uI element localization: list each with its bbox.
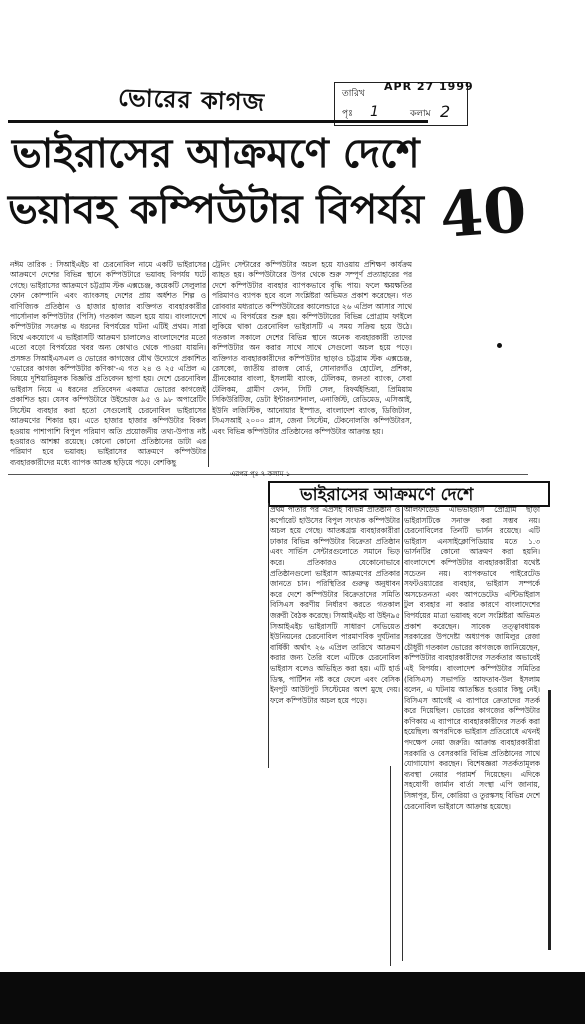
article-column-right: ট্রেনিং সেন্টারের কম্পিউটার অচল হয়ে যাওয়ায় প্রশিক্ষণ কার্যক্রম ব্যাহত হয়। কম্পিউটারের উপর থেকে শুরু সম্পূর্ণ প্রত্যাহারের পর দেশে কম্পিউটার ব্যবহার ব্যাপকভাবে বৃদ্ধি পায়। ফলে ক্ষয়ক্ষতির পরিমাণও ব্যাপক হবে বলে সংশ্লিষ্টরা অভিমত প্রকাশ করেছেন। গত রোববার মধ্যরাতে কম্পিউটারের ক্যালেন্ডারে ২৬ এপ্রিল আসার সাথে সাথে এ বিপর্যয়ের শুরু হয়। কম্পিউটারের বিভিন্ন প্রোগ্রাম ফাইলে লুকিয়ে থাকা চেরনোবিল ভাইরাসটি এ সময় সক্রিয় হয়ে উঠে। গতকাল সকালে দেশের বিভিন্ন স্থানে অনেক ব্যবহারকারী তাদের কম্পিউটার অন করার সাথে সাথে সেগুলো অচল হয়ে পড়ে। ব্যক্তিগত ব্যবহারকারীদের কম্পিউটার ছাড়াও চট্টগ্রাম স্টক এক্সচেঞ্জ, রেসকো, জাতীয় রাজস্ব বোর্ড, সোনারগাঁও হোটেল, প্রশিকা, গ্রীনকেয়ার বাংলা, ইসলামী ব্যাংক, টেলিকম, জনতা ব্যাংক, সেবা টেলিকম, গ্রামীণ ফোন, সিটি সেল, রিফর্মইন্ডিয়া, প্রিমিয়াম সিকিউরিটিজ, ডেটা ইন্টারন্যাশনাল, এনার্জিস্ট, রেডিমেড, এসিআই, ইউনি লজিস্টিক, আনোয়ার ইস্পাত, বাংলাদেশ ব্যাংক, ডিজিটাল, সিএসআই ২০০০ প্লাস, জেনা সিস্টেম, টেকনোলজি কম্পিউটারস, এবং বিভিন্ন কম্পিউটার প্রতিষ্ঠানের কম্পিউটার আক্রান্ত হয়। [212,260,412,436]
column-value: 2 [440,102,451,121]
continuation-lower-border [390,766,551,966]
column-divider [208,262,209,467]
continuation-title: ভাইরাসের আক্রমণে দেশে [300,485,474,505]
column-label: কলাম [410,109,431,119]
ink-dot [497,343,502,348]
continuation-note: এরপর পৃঃ ৭ কলাম ১ [230,470,291,478]
scan-bottom-band [0,972,585,1024]
continuation-column-right: আলফাডেড এভিভাইরাস প্রোগ্রাম ছাড়া ভাইরাসটিকে সনাক্ত করা সম্ভব নয়। চেরনোবিলের তিনটি ভার্সন রয়েছে। এটি ভাইরাস এনসাইক্লোপিডিয়ায় মতে ১.৩ ভার্সনটির কোনো আক্রমণ করা হয়নি। বাংলাদেশে কম্পিউটার ব্যবহারকারীরা যথেষ্ট সচেতন নয়। ব্যাপকভাবে পাইরেটেড সফটওয়্যারের ব্যবহার, ভাইরাস সম্পর্কে অসচেতনতা এবং আপডেটেড এন্টিভাইরাস টুল ব্যবহার না করার কারণে বাংলাদেশের বিপর্যয়ের মাত্রা ভয়াবহ বলে সংশ্লিষ্টরা অভিমত প্রকাশ করেছেন। সাবেক তত্ত্বাবধায়ক সরকারের উপদেষ্টা অধ্যাপক জামিলুর রেজা চৌধুরী গতকাল ভোরের কাগজকে জানিয়েছেন, কম্পিউটার ব্যবহারকারীদের সতর্কতার অভাবেই এই বিপর্যয়। বাংলাদেশ কম্পিউটার সমিতির (বিসিএস) সভাপতি আফতাব-উল ইসলাম বলেন, এ ঘটনায় আতঙ্কিত হওয়ার কিছু নেই। বিসিএস আগেই এ ব্যাপারে ক্রেতাদের সতর্ক করে দিয়েছিল। ভোরের কাগজের কম্পিউটার কণিকায় এ ব্যাপারে ব্যবহারকারীদের সতর্ক করা হয়েছিল। অপরদিকে ভাইরাস প্রতিরোধে এখনই পদক্ষেপ নেয়া জরুরি। আক্রান্ত ব্যবহারকারীরা সরকারি ও বেসরকারি বিভিন্ন প্রতিষ্ঠানের সাথে যোগাযোগ করছেন। বিশেষজ্ঞরা সতর্কতামূলক ব্যবস্থা নেয়ার পরামর্শ দিয়েছেন। এদিকে সহযোগী জার্মান বার্তা সংস্থা এপি জানায়, সিঙ্গাপুর, চীন, কোরিয়া ও তুরস্কসহ বিভিন্ন দেশে চেরনোবিল ভাইরাসে আক্রান্ত হয়েছে। [404,505,540,811]
date-value: APR 27 1999 [384,80,474,93]
continuation-column-left: প্রথম পাতার পর এপ্রসহ বিভিন্ন প্রতিষ্ঠান ও কর্পোরেট হাউসের বিপুল সংখ্যক কম্পিউটার অচল হয়ে গেছে। আতঙ্কগ্রস্ত ব্যবহারকারীরা ঢাকার বিভিন্ন কম্পিউটার বিক্রেতা প্রতিষ্ঠান এবং সার্ভিস সেন্টারগুলোতে সমানে ভিড় করে। প্রতিকারও যেকোনোভাবে প্রতিষ্ঠানগুলো ভাইরাস আক্রমণের প্রতিকার জানতে চান। পরিস্থিতির গুরুত্ব অনুধাবন করে দেশে কম্পিউটার বিক্রেতাদের সমিতি বিসিএস করণীয় নির্ধারণ করতে গতকাল জরুরী বৈঠক করেছে। সিআইএইচ বা উইন৯৫ সিআইএইচ ভাইরাসটি সাধারণ সেভিয়েত ইউনিয়নের চেরনোবিল পারমাণবিক দুর্ঘটনার বার্ষিকী অর্থাৎ ২৬ এপ্রিল তারিখে আক্রমণ করার জন্য তৈরি বলে এটিকে চেরনোবিল ভাইরাস বলেও অভিহিত করা হয়। এটি হার্ড ডিস্ক, পার্টিশন নষ্ট করে ফেলে এবং বেসিক ইনপুট আউটপুট সিস্টেমের অংশ মুছে দেয়। ফলে কম্পিউটার অচল হয়ে পড়ে। [270,505,400,705]
scan-edge-mark [548,690,551,950]
handwritten-number: 40 [437,173,529,252]
headline-line-1: ভাইরাসের আক্রমণে দেশে [12,131,420,177]
headline-line-2: ভয়াবহ কম্পিউটার বিপর্যয় [8,187,424,233]
article-column-left: নঈম তারিক : সিআইএইচ বা চেরনোবিল নামে একটি ভাইরাসের আক্রমণে দেশের বিভিন্ন স্থানে কম্পিউটারে ভয়াবহ বিপর্যয় ঘটে গেছে। ভাইরাসের আক্রমণে চট্টগ্রাম স্টক এক্সচেঞ্জ, কয়েকটি সেলুলার ফোন কোম্পানি এবং ব্যাংকসহ দেশের প্রায় অর্ধশত শিল্প ও বাণিজ্যিক প্রতিষ্ঠান ও হাজার হাজার ব্যক্তিগত ব্যবহারকারীর পার্সোনাল কম্পিউটার (পিসি) গতকাল অচল হয়ে যায়। বাংলাদেশে কম্পিউটার সংক্রান্ত এ ধরনের বিপর্যয়ের ঘটনা এটিই প্রথম। সারা বিশ্বে একযোগে এ ভাইরাসটি আক্রমণ চালালেও বাংলাদেশের মতো এতো বড়ো বিপর্যয়ের খবর অন্য কোথাও থেকে পাওয়া যায়নি। প্রসঙ্গত সিআইএসএল ও ভোরের কাগজের যৌথ উদ্যোগে প্রকাশিত 'ভোরের কাগজ কম্পিউটার কণিকা'-এ গত ২৪ ও ২৫ এপ্রিল এ বিষয়ে দুশিয়ারিমূলক বিজ্ঞপ্তি প্রতিবেদন ছাপা হয়। দেশে চেরনোবিল ভাইরাস নিয়ে এ ধরনের প্রতিবেদন একমাত্র ভোরের কাগজেই প্রকাশিত হয়। যেসব কম্পিউটারে উইন্ডোজ ৯৫ ও ৯৮ অপারেটিং সিস্টেম ব্যবহার করা হতো সেগুলোই চেরনোবিল ভাইরাসের আক্রমণের শিকার হয়। এতে হাজার হাজার কম্পিউটার বিকল হওয়ায় পাশাপাশি বিপুল পরিমাণ অতি প্রয়োজনীয় তথ্য-উপাত্ত নষ্ট হওয়ারও আশঙ্কা রয়েছে। কোনো কোনো প্রতিষ্ঠানের ডাটা এর পরিমাণ হবে ভয়াবহ। ভাইরাসের আক্রমণে কম্পিউটার ব্যবহারকারীদের মধ্যে ব্যাপক আতঙ্ক ছড়িয়ে পড়ে। বেশকিছু [10,260,206,467]
newspaper-masthead: ভোরের কাগজ [117,83,266,117]
top-rule [8,120,428,123]
date-label: তারিখ [342,89,365,99]
page-label: পৃঃ [342,109,353,119]
page-value: 1 [370,104,379,120]
